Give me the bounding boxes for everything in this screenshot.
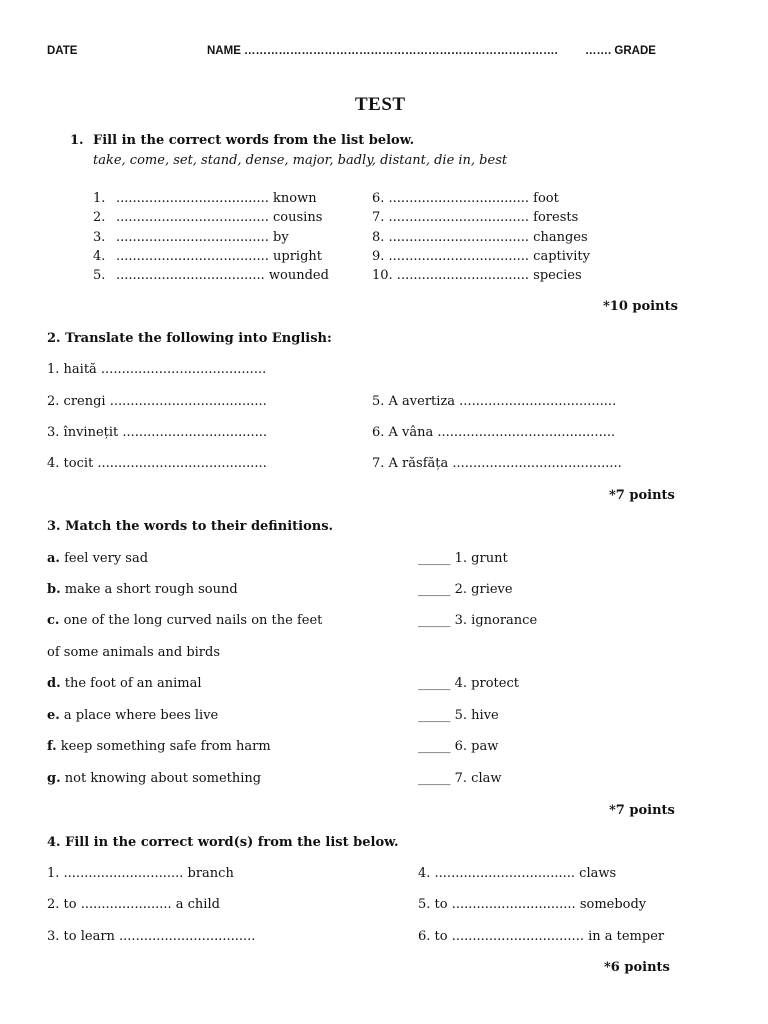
list-item-number: 1. [93, 191, 106, 206]
list-item: 6. to ................................ in a temper [418, 929, 665, 944]
match-word: _____ 7. claw [418, 771, 502, 786]
list-item-number: 2. [93, 210, 106, 225]
definition-item [47, 677, 202, 690]
list-item: 1. ............................. branch [47, 866, 234, 881]
list-item: ..................................... known [116, 191, 317, 206]
section3-heading: 3. Match the words to their definitions. [47, 519, 334, 534]
list-item: 1. haită ........................................ [47, 362, 267, 377]
name-label: NAME ………………………………………………………………………. [207, 45, 558, 57]
definition-letter: b. [47, 582, 61, 597]
definition-text: a place where bees live [59, 708, 219, 723]
match-word: _____ 6. paw [418, 739, 499, 754]
definition-letter: g. [47, 771, 61, 786]
list-item: 2. to ...................... a child [47, 897, 220, 912]
list-item: 5. A avertiza ...................................... [372, 394, 617, 409]
section4-points: *6 points [604, 960, 670, 975]
list-item: 7. .................................. forests [372, 210, 579, 225]
section1-word-list: take, come, set, stand, dense, major, badly, distant, die in, best [93, 153, 508, 168]
list-item: 2. crengi ...................................... [47, 394, 267, 409]
definition-text: keep something safe from harm [56, 739, 271, 754]
definition-text: one of the long curved nails on the feet [59, 613, 323, 628]
list-item: 6. A vâna ........................................... [372, 425, 616, 440]
section2-heading: 2. Translate the following into English: [47, 331, 332, 346]
list-item: 4. .................................. claws [418, 866, 617, 881]
definition-letter: c. [47, 613, 60, 628]
page-title: TEST [355, 94, 406, 115]
section1-number: 1. [70, 133, 84, 148]
list-item: 4. tocit ......................................... [47, 456, 267, 471]
definition-text: feel very sad [59, 551, 149, 566]
definition-text: not knowing about something [60, 771, 262, 786]
definition-letter: f. [47, 739, 57, 754]
definition-letter: d. [47, 676, 61, 691]
list-item: ..................................... by [116, 230, 289, 245]
list-item: ..................................... cousins [116, 210, 323, 225]
definition-text: make a short rough sound [60, 582, 238, 597]
definition-item [47, 583, 238, 596]
definition-item [47, 709, 218, 722]
definition-item [47, 646, 220, 659]
list-item: 10. ................................ species [372, 268, 582, 283]
definition-item [47, 614, 322, 627]
list-item-number: 4. [93, 249, 106, 264]
section2-points: *7 points [609, 488, 675, 503]
match-word: _____ 4. protect [418, 676, 519, 691]
list-item: 6. .................................. foot [372, 191, 559, 206]
list-item: ..................................... upright [116, 249, 323, 264]
list-item: 3. to learn ................................. [47, 929, 256, 944]
list-item: 9. .................................. captivity [372, 249, 590, 264]
match-word: _____ 1. grunt [418, 551, 508, 566]
definition-item [47, 552, 148, 565]
definition-item [47, 772, 261, 785]
definition-item [47, 740, 271, 753]
match-word: _____ 3. ignorance [418, 613, 538, 628]
list-item: .................................... wounded [116, 268, 329, 283]
match-word: _____ 2. grieve [418, 582, 513, 597]
definition-letter: a. [47, 551, 60, 566]
list-item: 5. to .............................. somebody [418, 897, 647, 912]
list-item-number: 3. [93, 230, 106, 245]
definition-text: of some animals and birds [47, 645, 221, 660]
grade-label: ……. GRADE [585, 45, 656, 57]
list-item-number: 5. [93, 268, 106, 283]
list-item: 3. învinețit ................................... [47, 425, 268, 440]
section1-points: *10 points [603, 299, 678, 314]
section3-points: *7 points [609, 803, 675, 818]
list-item: 8. .................................. changes [372, 230, 588, 245]
section1-heading: Fill in the correct words from the list below. [93, 133, 415, 148]
definition-text: the foot of an animal [60, 676, 202, 691]
match-word: _____ 5. hive [418, 708, 499, 723]
section4-heading: 4. Fill in the correct word(s) from the list below. [47, 835, 399, 850]
definition-letter: e. [47, 708, 60, 723]
date-label: DATE [47, 45, 78, 57]
list-item: 7. A răsfăța ......................................... [372, 456, 622, 471]
